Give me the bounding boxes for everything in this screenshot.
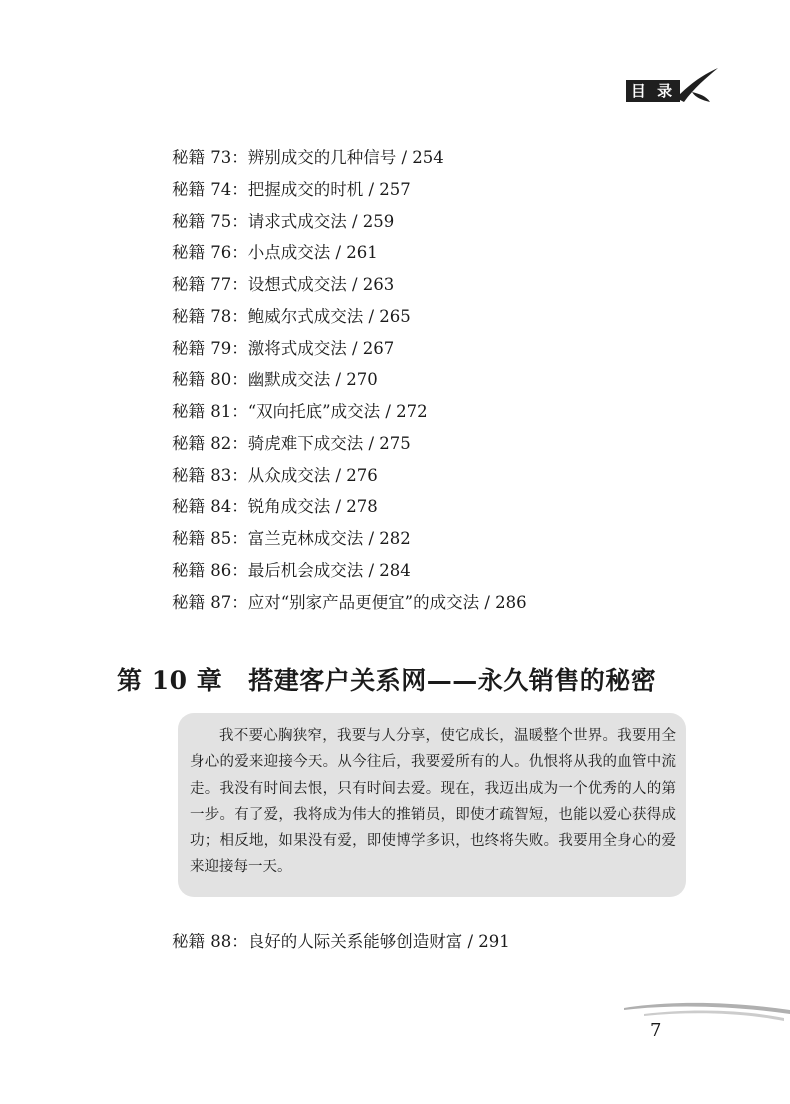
toc-list [172, 144, 527, 620]
toc-item[interactable]: 秘籍 77：设想式成交法 / 263 [172, 275, 395, 294]
toc-item[interactable]: 秘籍 76：小点成交法 / 261 [172, 243, 378, 263]
header-swoosh-decoration [666, 62, 726, 106]
page-number: 7 [650, 1020, 662, 1041]
toc-item[interactable]: 秘籍 82：骑虎难下成交法 / 275 [172, 433, 411, 453]
chapter-quote: 我不要心胸狭窄，我要与人分享，使它成长，温暖整个世界。我要用全身心的爱来迎接今天。从今往后，我要爱所有的人。仇恨将从我的血管中流走。我没有时间去恨，只有时间去爱。现在，我迈出成为一个优秀的人的第一步。有了爱，我将成为伟大的推销员，即使才疏智短，也能以爱心获得成功；相反地，如果没有爱，即使博学多识，也终将失败。我要用全身心的爱来迎接每一天。 [178, 713, 686, 897]
footer-swoosh-decoration [624, 996, 790, 1026]
toc-item[interactable]: 秘籍 73：辨别成交的几种信号 / 254 [172, 148, 444, 167]
toc-item[interactable]: 秘籍 86：最后机会成交法 / 284 [172, 560, 411, 580]
toc-item[interactable]: 秘籍 85：富兰克林成交法 / 282 [172, 529, 411, 548]
toc-item[interactable]: 秘籍 83：从众成交法 / 276 [172, 465, 378, 485]
toc-item[interactable]: 秘籍 74：把握成交的时机 / 257 [172, 179, 411, 199]
toc-item[interactable]: 秘籍 88：良好的人际关系能够创造财富 / 291 [172, 932, 510, 951]
toc-item[interactable]: 秘籍 79：激将式成交法 / 267 [172, 338, 395, 358]
chapter-heading[interactable] [117, 661, 656, 697]
chapter-title: 搭建客户关系网——永久销售的秘密 [248, 666, 657, 695]
section-label: 目 录 [626, 80, 680, 102]
toc-item[interactable]: 秘籍 78：鲍威尔式成交法 / 265 [172, 306, 411, 326]
toc-item[interactable]: 秘籍 87：应对“别家产品更便宜”的成交法 / 286 [172, 592, 527, 612]
toc-item[interactable]: 秘籍 75：请求式成交法 / 259 [172, 211, 395, 231]
toc-item[interactable]: 秘籍 80：幽默成交法 / 270 [172, 370, 378, 390]
toc-item[interactable]: 秘籍 81：“双向托底”成交法 / 272 [172, 402, 428, 421]
toc-item[interactable]: 秘籍 84：锐角成交法 / 278 [172, 497, 378, 517]
chapter-number: 第 10 章 [117, 666, 223, 695]
